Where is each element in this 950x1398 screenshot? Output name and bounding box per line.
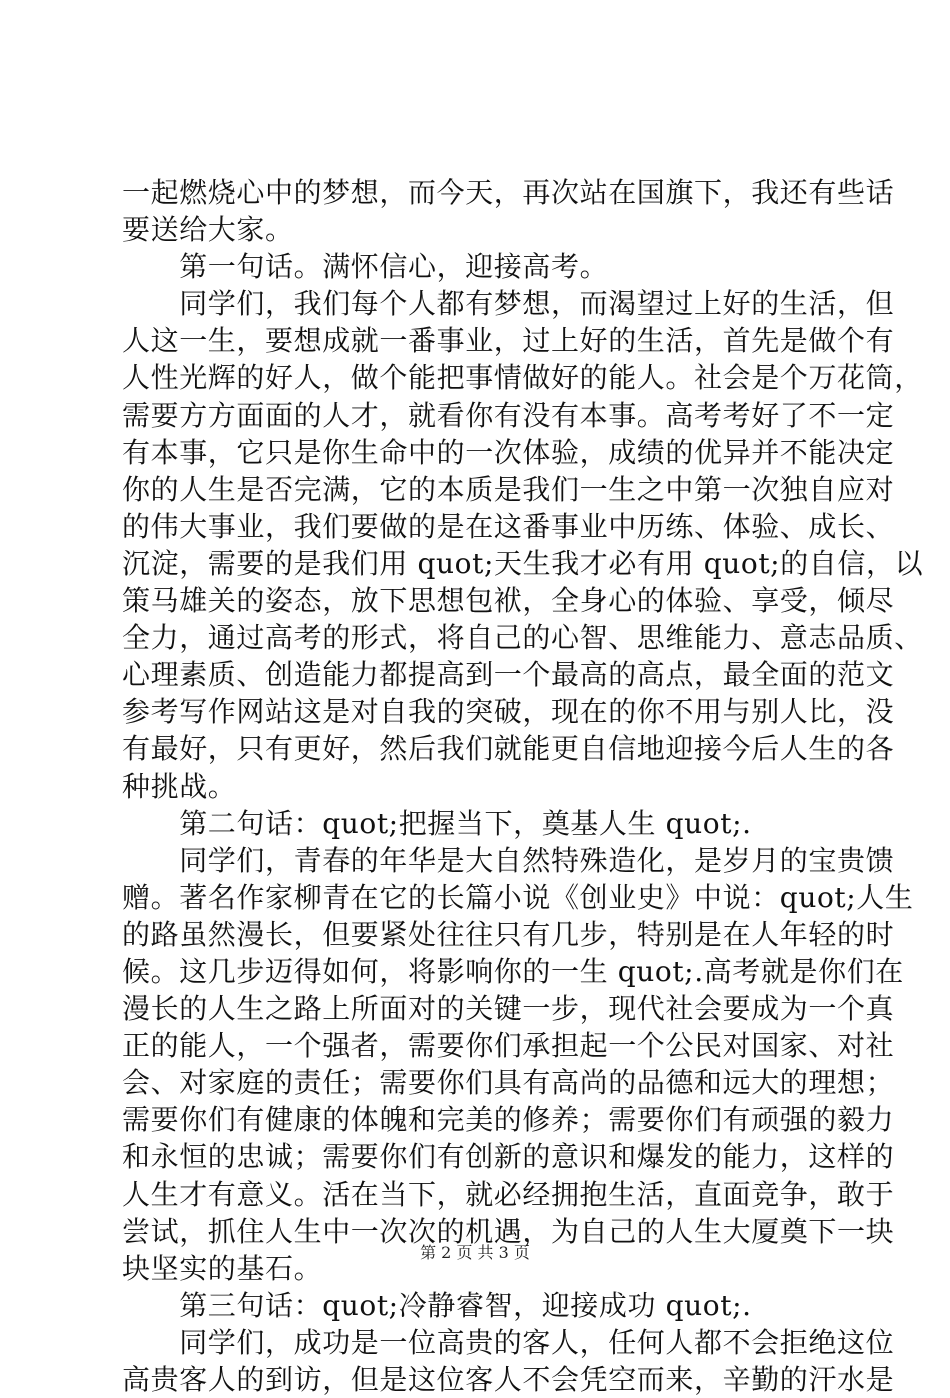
text-line: 第二句话：quot;把握当下，奠基人生 quot;. xyxy=(122,806,752,840)
text-line: 块坚实的基石。 xyxy=(122,1251,323,1285)
text-line: 同学们，青春的年华是大自然特殊造化，是岁月的宝贵馈 xyxy=(122,843,895,877)
text-line: 沉淀，需要的是我们用 quot;天生我才必有用 quot;的自信，以 xyxy=(122,546,924,580)
text-line: 人生才有意义。活在当下，就必经拥抱生活，直面竞争，敢于 xyxy=(122,1177,895,1211)
text-line: 策马雄关的姿态，放下思想包袱，全身心的体验、享受，倾尽 xyxy=(122,584,895,618)
text-line: 需要方方面面的人才，就看你有没有本事。高考考好了不一定 xyxy=(122,398,895,432)
text-line: 有最好，只有更好，然后我们就能更自信地迎接今后人生的各 xyxy=(122,732,895,766)
text-line: 漫长的人生之路上所面对的关键一步，现代社会要成为一个真 xyxy=(122,992,895,1026)
page-number: 第 2 页 共 3 页 xyxy=(420,1243,530,1262)
text-line: 人这一生，要想成就一番事业，过上好的生活，首先是做个有 xyxy=(122,324,895,358)
text-line: 同学们，我们每个人都有梦想，而渴望过上好的生活，但 xyxy=(122,287,895,321)
text-line: 高贵客人的到访，但是这位客人不会凭空而来，辛勤的汗水是 xyxy=(122,1363,895,1396)
text-line: 和永恒的忠诚；需要你们有创新的意识和爆发的能力，这样的 xyxy=(122,1140,895,1174)
text-line: 同学们，成功是一位高贵的客人，任何人都不会拒绝这位 xyxy=(122,1325,895,1359)
text-line: 人性光辉的好人，做个能把事情做好的能人。社会是个万花筒， xyxy=(122,361,923,395)
text-line: 会、对家庭的责任；需要你们具有高尚的品德和远大的理想； xyxy=(122,1066,895,1100)
text-line: 的伟大事业，我们要做的是在这番事业中历练、体验、成长、 xyxy=(122,509,895,543)
text-line: 正的能人，一个强者，需要你们承担起一个公民对国家、对社 xyxy=(122,1029,895,1063)
text-line: 候。这几步迈得如何，将影响你的一生 quot;.高考就是你们在 xyxy=(122,954,904,988)
text-line: 种挑战。 xyxy=(122,769,237,803)
document-body xyxy=(122,174,924,1398)
page-footer xyxy=(0,1243,950,1263)
text-line: 你的人生是否完满，它的本质是我们一生之中第一次独自应对 xyxy=(122,472,895,506)
text-line: 有本事，它只是你生命中的一次体验，成绩的优异并不能决定 xyxy=(122,435,895,469)
text-line: 第三句话：quot;冷静睿智，迎接成功 quot;. xyxy=(122,1288,752,1322)
text-line: 参考写作网站这是对自我的突破，现在的你不用与别人比，没 xyxy=(122,695,895,729)
text-line: 的路虽然漫长，但要紧处往往只有几步，特别是在人年轻的时 xyxy=(122,917,895,951)
text-line: 全力，通过高考的形式，将自己的心智、思维能力、意志品质、 xyxy=(122,621,923,655)
text-line: 一起燃烧心中的梦想，而今天，再次站在国旗下，我还有些话 xyxy=(122,176,895,209)
text-line: 需要你们有健康的体魄和完美的修养；需要你们有顽强的毅力 xyxy=(122,1103,895,1137)
text-line: 赠。著名作家柳青在它的长篇小说《创业史》中说：quot;人生 xyxy=(122,880,914,914)
text-line: 尝试，抓住人生中一次次的机遇，为自己的人生大厦奠下一块 xyxy=(122,1214,895,1248)
text-line: 心理素质、创造能力都提高到一个最高的高点，最全面的范文 xyxy=(122,658,895,692)
text-line: 要送给大家。 xyxy=(122,213,294,247)
text-line: 第一句话。满怀信心，迎接高考。 xyxy=(122,250,609,284)
